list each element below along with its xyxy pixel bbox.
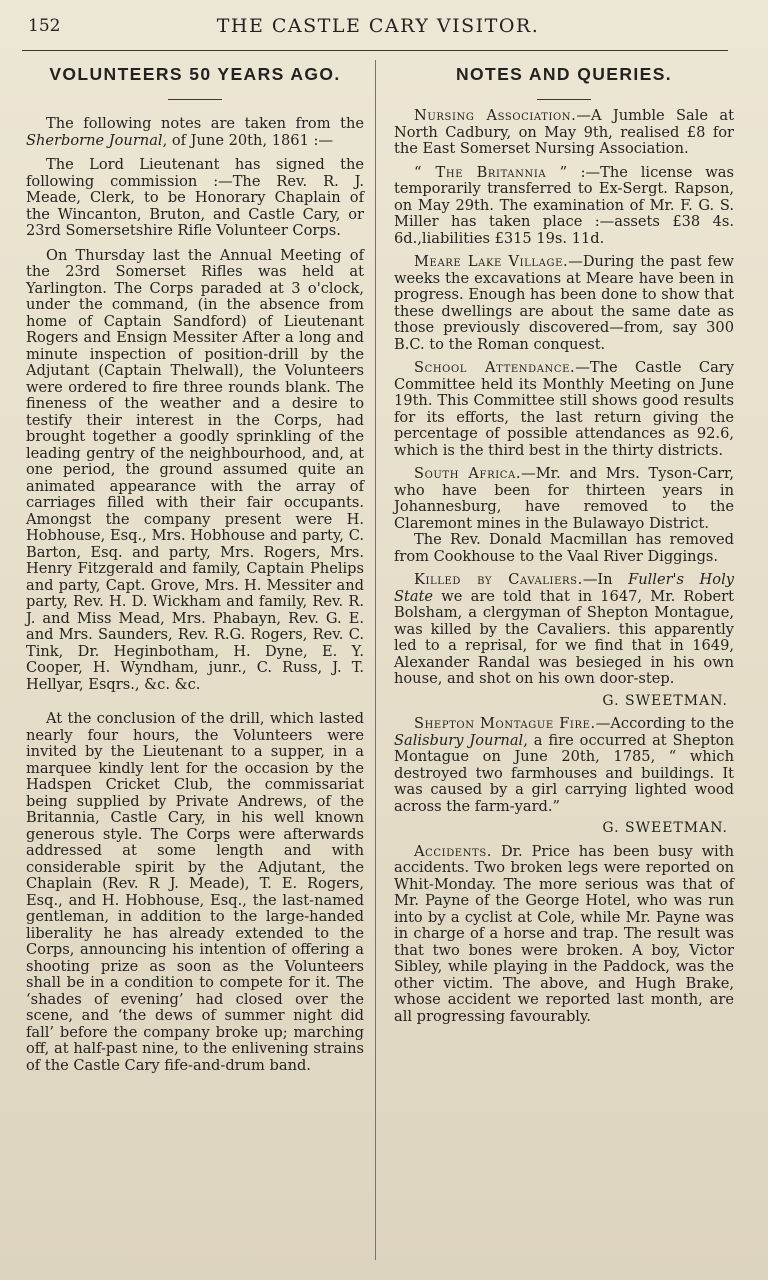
note-body: —A Jumble Sale at North Cadbury, on May 9th, realised £8 for the East Somerset Nursing Association. [394,107,734,157]
meeting-paragraph: On Thursday last the Annual Meeting of the 23rd Somerset Rifles was held at Yarlington. The Corps paraded at 3 o'clock, under the command, (in the absence from home of Captain Sandford) of Lieutenant Rogers and Ensign Messiter After a long and minute inspection of position-drill by the Adjutant (Captain Thelwall), the Volunteers were ordered to fire three rounds blank. The fineness of the weather and a desire to testify their interest in the Corps, had brought together a goodly sprinkling of the leading gentry of the neighbourhood, and, at one period, the ground assumed quite an animated appearance with the array of carriages filled with their fair occupants. Amongst the company present were H. Hobhouse, Esq., Mrs. Hobhouse and party, C. Barton, Esq. and party, Mrs. Rogers, Mrs. Henry Fitzgerald and family, Captain Phelips and party, Capt. Grove, Mrs. H. Messiter and party, Rev. H. D. Wickham and family, Rev. R. J. and Miss Mead, Mrs. Phabayn, Rev. G. E. and Mrs. Saunders, Rev. R.G. Rogers, Rev. C. Tink, Dr. Heginbotham, H. Dyne, E. Y. Cooper, H. Wyndham, junr., C. Russ, J. T. Hellyar, Esqrs., &c. &c. [26,246,364,693]
supper-paragraph: At the conclusion of the drill, which lasted nearly four hours, the Volunteers were invited by the Lieutenant to a supper, in a marquee kindly lent for the occasion by the Hadspen Cricket Club, the commissariat being supplied by Private Andrews, of the Britannia, Castle Cary, in his well known generous style. The Corps were afterwards addressed at some length and with considerable spirit by the Adjutant, the Chaplain (Rev. R J. Meade), T. E. Rogers, Esq., and H. Hobhouse, Esq., the last-named gentleman, in addition to the large-handed liberality he has already extended to the Corps, announcing his intention of offering a shooting prize as soon as the Volunteers shall be in a condition to compete for it. The ‘shades of evening’ had closed over the scene, and ‘the dews of summer night did fall’ before the company broke up; marching off, at half-past nine, to the enlivening strains of the Castle Cary fife-and-drum band. [26,710,364,1074]
britannia-note [394,165,734,248]
left-column [26,62,364,1074]
sherborne-journal-title: Sherborne Journal [26,131,163,149]
signature-sweetman: G. SWEETMAN. [602,692,728,709]
commission-paragraph: The Lord Lieutenant has signed the following commission :—The Rev. R. J. Meade, Clerk, to be Honorary Chaplain of the Wincanton, Bruton, and Castle Cary, or 23rd Somersetshire Rifle Volunteer Corps. [26,156,364,239]
left-column-heading: VOLUNTEERS 50 YEARS AGO. [49,64,341,84]
meare-lake-village-note [394,254,734,353]
signature-sweetman: G. SWEETMAN. [602,820,728,836]
note-heading: South Africa. [414,465,522,482]
intro-date: , of June 20th, 1861 :— [162,131,334,149]
right-column-heading: NOTES AND QUERIES. [455,64,673,84]
note-heading: Nursing Association. [414,107,577,124]
note-body: —During the past few weeks the excavations at Meare have been in progress. Enough has been done to show that these dwellings are about the same date as those previously discovered—from, say 300 B.C. to the Roman conquest. [394,253,734,353]
note-heading: Killed by Cavaliers. [414,571,583,588]
note-heading: School Attendance. [414,359,576,376]
note-heading: Accidents. [414,842,493,860]
note-body: Dr. Price has been busy with accidents. Two broken legs were reported on Whit-Monday. The more serious was that of Mr. Payne of the George Hotel, who was run into by a cyclist at Cole, while Mr. Payne was in charge of a horse and trap. The result was that two bones were broken. A boy, Victor Sibley, while playing in the Paddock, was the other victim. The above, and Hugh Brake, whose accident we reported last month, are all progressing favourably. [394,842,734,1025]
note-body: —The Castle Cary Committee held its Monthly Meeting on June 19th. This Committee still shows good results for its efforts, the last return giving the percentage of possible attendances as 92.6, which is the third best in the thirty districts. [394,359,734,459]
header-rule [22,50,728,51]
page-number: 152 [28,16,61,36]
note-body: —According to the [595,715,735,732]
note-body: :—The license was temporarily transferred to Ex-Sergt. Rapson, on May 29th. The examination of Mr. F. G. S. Miller has taken place :—assets £38 4s. 6d.,liabilities £315 19s. 11d. [394,163,734,247]
killed-by-cavaliers-note [394,572,734,688]
page-header [28,14,728,42]
note-body: —Mr. and Mrs. Tyson-Carr, who have been for thirteen years in Johannesburg, have removed to the Claremont mines in the Bulawayo District. [394,465,734,532]
salisbury-journal-title: Salisbury Journal [394,731,524,749]
note-body: we are told that in 1647, Mr. Robert Bolsham, a clergyman of Shepton Montague, was killed by the Cavaliers. this apparently led to a reprisal, for we find that in 1649, Alexander Randal was besieged in his own house, and shot on his own door-step. [394,587,734,687]
shepton-montague-fire-note [394,716,734,815]
note-body: , a fire occurred at Shepton Montague on June 20th, 1785, “ which destroyed two farmhouses and buildings. It was caused by a girl carrying lighted wood across the farm-yard.” [394,731,734,815]
right-column [394,62,734,1025]
fullers-holy-state-title: Fuller's Holy State [394,571,734,605]
note-heading: “ The Britannia ” [414,163,568,181]
note-heading: Meare Lake Village. [414,253,569,270]
column-divider [375,60,376,1260]
macmillan-note: The Rev. Donald Macmillan has removed from Cookhouse to the Vaal River Diggings. [394,531,734,565]
note-body: —In [582,571,629,588]
running-title: THE CASTLE CARY VISITOR. [216,15,540,37]
nursing-association-note [394,108,734,158]
note-heading: Shepton Montague Fire. [414,715,596,732]
intro-text: The following notes are taken from the [46,115,364,132]
school-attendance-note [394,360,734,459]
accidents-note [394,844,734,1026]
south-africa-note [394,466,734,532]
heading-rule [168,99,222,100]
heading-rule [537,99,591,100]
intro-paragraph [26,116,364,149]
